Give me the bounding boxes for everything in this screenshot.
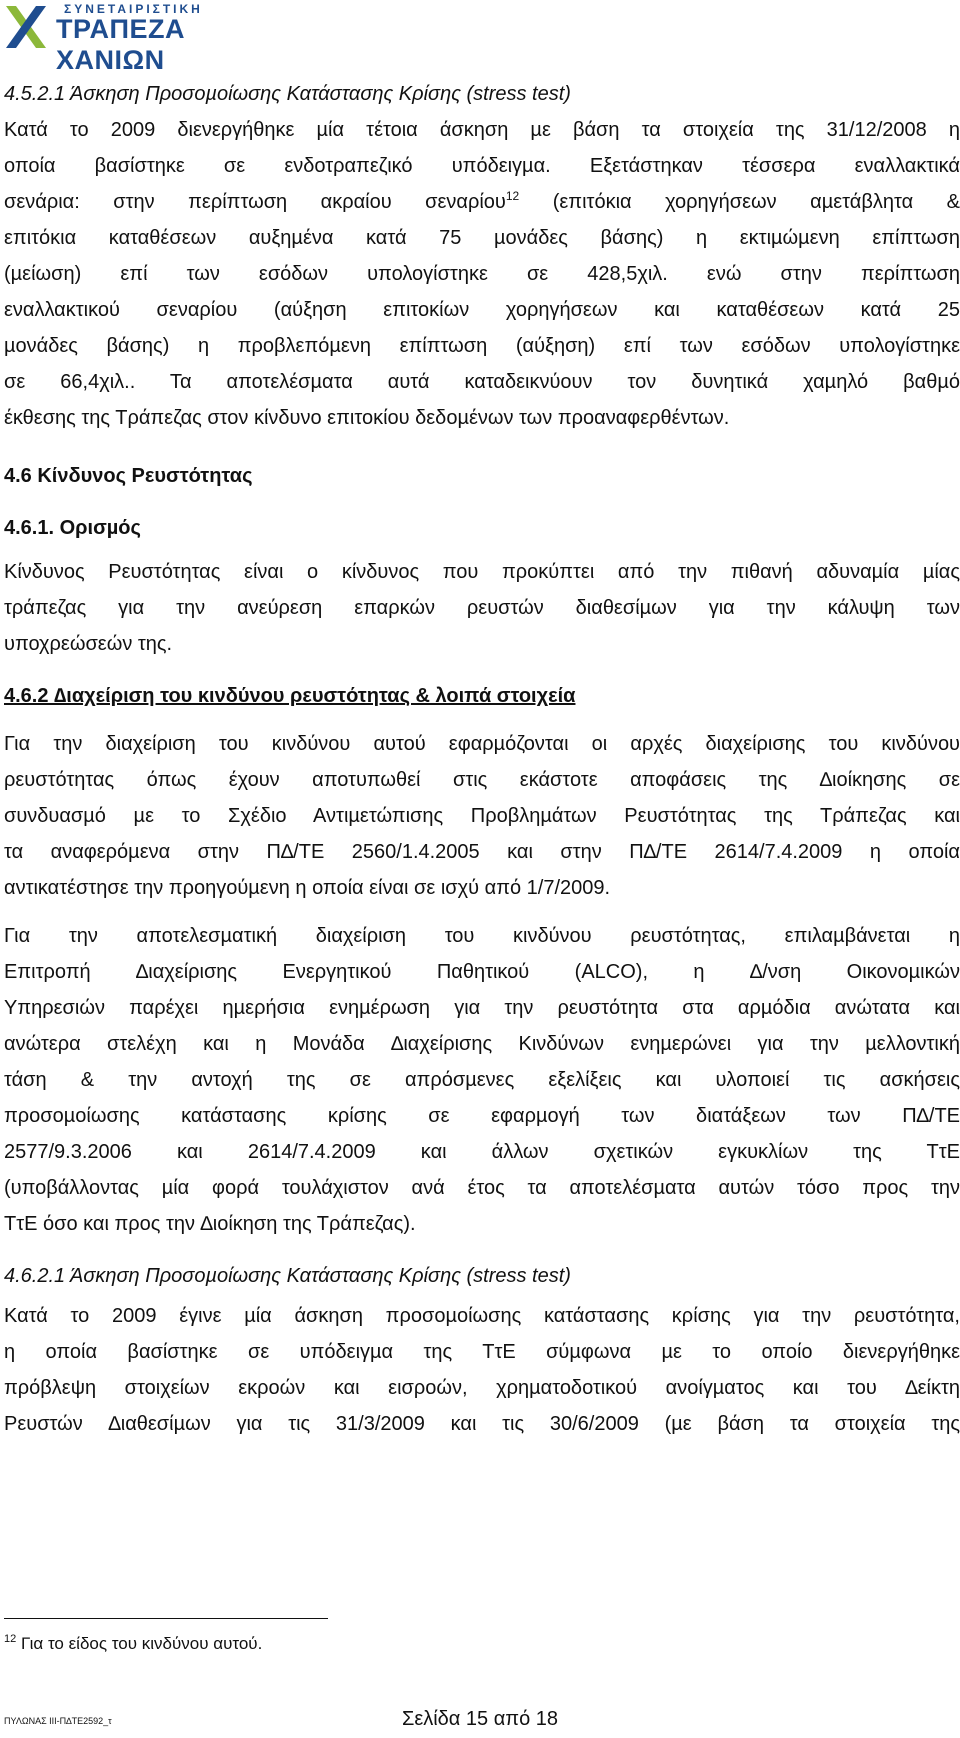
footnote-text: Για το είδος του κινδύνου αυτού.: [20, 1634, 263, 1653]
bank-logo: [2, 2, 262, 75]
text-line: αντικατέστησε την προηγούµενη η οποία είναι σε ισχύ από 1/7/2009.: [4, 877, 611, 899]
text-line: τράπεζας για την ανεύρεση επαρκών ρευστών διαθεσίµων για την κάλυψη των: [4, 597, 960, 619]
paragraph-liquidity-stress-test: [4, 1298, 960, 1442]
page-number: Σελίδα 15 από 18: [401, 1708, 559, 1730]
document-code: ΠΥΛΩΝΑΣ ΙΙΙ-Π∆ΤΕ2592_τ: [4, 1716, 112, 1726]
section-heading-stress-test-interest: 4.5.2.1 Άσκηση Προσοµοίωσης Κατάστασης Κρίσης (stress test): [4, 83, 571, 105]
footnote-number: 12: [4, 1633, 17, 1645]
text-line: Υπηρεσιών παρέχει ηµερήσια ενηµέρωση για την ρευστότητα στα αρµόδια ανώτατα και: [4, 997, 960, 1019]
text-line: 2577/9.3.2006 και 2614/7.4.2009 και άλλων σχετικών εγκυκλίων της ΤτΕ: [4, 1141, 960, 1163]
text-line: Για την αποτελεσµατική διαχείριση του κινδύνου ρευστότητας, επιλαµβάνεται η: [4, 925, 960, 947]
text-line: έκθεσης της Τράπεζας στον κίνδυνο επιτοκίου δεδοµένων των προαναφερθέντων.: [4, 407, 730, 429]
text-line: Κίνδυνος Ρευστότητας είναι ο κίνδυνος που προκύπτει από την πιθανή αδυναµία µίας: [4, 561, 960, 583]
text-line: τάση & την αντοχή της σε απρόσµενες εξελίξεις και υλοποιεί τις ασκήσεις: [4, 1069, 960, 1091]
paragraph-definition: [4, 554, 960, 662]
text-line: συνδυασµό µε το Σχέδιο Αντιµετώπισης Προβληµάτων Ρευστότητας της Τράπεζας και: [4, 805, 960, 827]
text-line: ρευστότητας όπως έχουν αποτυπωθεί στις εκάστοτε αποφάσεις της ∆ιοίκησης σε: [4, 769, 960, 791]
logo-subtitle: ΣΥΝΕΤΑΙΡΙΣΤΙΚΗ: [64, 2, 203, 16]
text-line: οποία βασίστηκε σε ενδοτραπεζικό υπόδειγµα. Εξετάστηκαν τέσσερα εναλλακτικά: [4, 155, 960, 177]
footnote-ref: 12: [505, 189, 520, 203]
text-line: σε 66,4χιλ.. Τα αποτελέσµατα αυτά καταδεικνύουν τον δυνητικά χαµηλό βαθµό: [4, 371, 960, 393]
text-line: µονάδες βάσης) η προβλεπόµενη επίπτωση (αύξηση) επί των εσόδων υπολογίστηκε: [4, 335, 960, 357]
logo-title: ΤΡΑΠΕΖΑ ΧΑΝΙΩΝ: [56, 14, 185, 75]
section-heading-stress-test-liquidity: 4.6.2.1 Άσκηση Προσοµοίωσης Κατάστασης Κρίσης (stress test): [4, 1265, 571, 1287]
text-span: (επιτόκια χορηγήσεων αµετάβλητα &: [552, 191, 960, 213]
text-line: Επιτροπή ∆ιαχείρισης Ενεργητικού Παθητικού (ALCO), η ∆/νση Οικονοµικών: [4, 961, 960, 983]
document-body: [4, 76, 960, 1442]
text-line: ανώτερα στελέχη και η Μονάδα ∆ιαχείρισης Κινδύνων ενηµερώνει για την µελλοντική: [4, 1033, 960, 1055]
paragraph-management-principles: [4, 726, 960, 906]
logo-x-icon: [2, 2, 54, 52]
text-line: Για την διαχείριση του κινδύνου αυτού εφαρµόζονται οι αρχές διαχείρισης του κινδύνου: [4, 733, 960, 755]
text-line: πρόβλεψη στοιχείων εκροών και εισροών, χρηµατοδοτικού ανοίγµατος και του ∆είκτη: [4, 1377, 960, 1399]
section-heading-liquidity-risk: 4.6 Κίνδυνος Ρευστότητας: [4, 465, 253, 487]
text-line: επιτόκια καταθέσεων αυξηµένα κατά 75 µονάδες βάσης) η εκτιµώµενη επίπτωση: [4, 227, 960, 249]
text-line: προσοµοίωσης κατάστασης κρίσης σε εφαρµογή των διατάξεων των Π∆/ΤΕ: [4, 1105, 960, 1127]
paragraph-management-bodies: [4, 918, 960, 1242]
section-heading-definition: 4.6.1. Ορισµός: [4, 517, 141, 539]
text-line: Κατά το 2009 έγινε µία άσκηση προσοµοίωσης κατάστασης κρίσης για την ρευστότητα,: [4, 1305, 960, 1327]
text-line: (υποβάλλοντας µία φορά τουλάχιστον ανά έτος τα αποτελέσµατα αυτών τόσο προς την: [4, 1177, 960, 1199]
section-heading-liquidity-management: 4.6.2 ∆ιαχείριση του κινδύνου ρευστότητας & λοιπά στοιχεία: [4, 685, 576, 707]
text-line: τα αναφερόµενα στην Π∆/ΤΕ 2560/1.4.2005 και στην Π∆/ΤΕ 2614/7.4.2009 η οποία: [4, 841, 960, 863]
text-span: σενάρια: στην περίπτωση ακραίου σεναρίου: [4, 191, 506, 213]
text-line: υποχρεώσεών της.: [4, 633, 173, 655]
paragraph-interest-stress-test: [4, 112, 960, 436]
text-line: (µείωση) επί των εσόδων υπολογίστηκε σε 428,5χιλ. ενώ στην περίπτωση: [4, 263, 960, 285]
footnote: [4, 1630, 262, 1658]
text-line: Ρευστών ∆ιαθεσίµων για τις 31/3/2009 και τις 30/6/2009 (µε βάση τα στοιχεία της: [4, 1413, 960, 1435]
text-line: η οποία βασίστηκε σε υπόδειγµα της ΤτΕ σύµφωνα µε το οποίο διενεργήθηκε: [4, 1341, 960, 1363]
text-line: εναλλακτικού σεναρίου (αύξηση επιτοκίων χορηγήσεων και καταθέσεων κατά 25: [4, 299, 960, 321]
footnote-divider: [4, 1618, 328, 1619]
text-line: [4, 184, 960, 220]
text-line: Κατά το 2009 διενεργήθηκε µία τέτοια άσκηση µε βάση τα στοιχεία της 31/12/2008 η: [4, 119, 960, 141]
text-line: ΤτΕ όσο και προς την ∆ιοίκηση της Τράπεζας).: [4, 1213, 416, 1235]
